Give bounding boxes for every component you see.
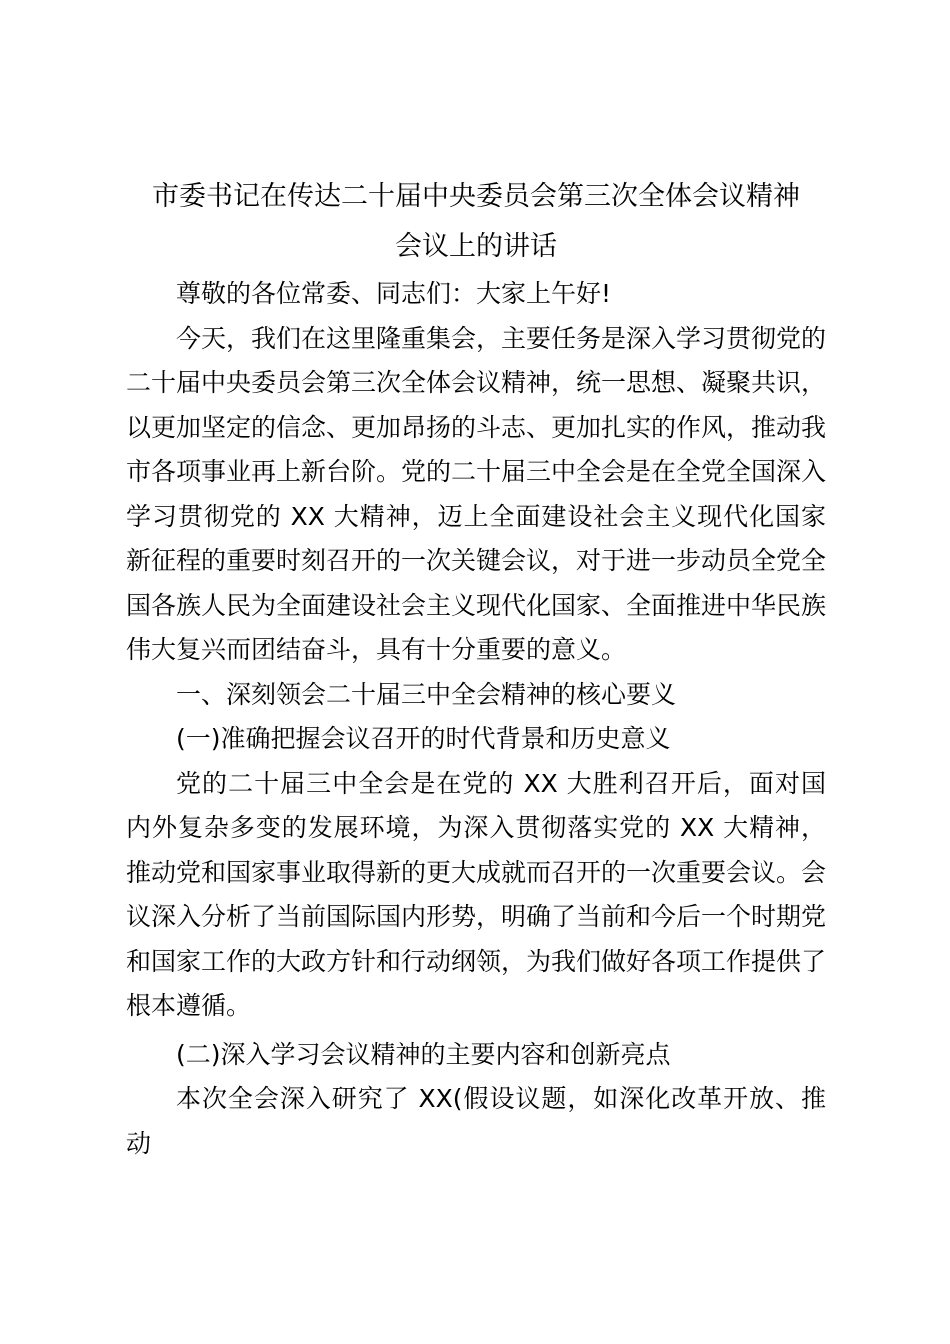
subsection-heading-1: (一)准确把握会议召开的时代背景和历史意义	[176, 724, 671, 753]
paragraph-background: 党的二十届三中全会是在党的 XX 大胜利召开后，面对国内外复杂多变的发展环境，为深入贯彻落实党的 XX 大精神，推动党和国家事业取得新的更大成就而召开的一次重要会议。会议深入分析了当前国际国内形势，明确了当前和今后一个时期党和国家工作的大政方针和行动纲领，为我们做好各项工作提供了根本遵循。	[126, 768, 827, 1020]
title-line-2: 会议上的讲话	[395, 231, 557, 262]
document-title	[126, 172, 826, 272]
greeting: 尊敬的各位常委、同志们：大家上午好!	[176, 279, 612, 308]
title-line-1: 市委书记在传达二十届中央委员会第三次全体会议精神	[152, 181, 800, 212]
subsection-heading-2: (二)深入学习会议精神的主要内容和创新亮点	[176, 1039, 671, 1069]
section-heading-1: 一、深刻领会二十届三中全会精神的核心要义	[176, 679, 677, 709]
document-body	[126, 172, 826, 1166]
paragraph-intro: 今天，我们在这里隆重集会，主要任务是深入学习贯彻党的二十届中央委员会第三次全体会议精神，统一思想、凝聚共识，以更加坚定的信念、更加昂扬的斗志、更加扎实的作风，推动我市各项事业再上新台阶。党的二十届三中全会是在全党全国深入学习贯彻党的 XX 大精神，迈上全面建设社会主义现代化国家新征程的重要时刻召开的一次关键会议，对于进一步动员全党全国各族人民为全面建设社会主义现代化国家、全面推进中华民族伟大复兴而团结奋斗，具有十分重要的意义。	[126, 323, 827, 664]
paragraph-content: 本次全会深入研究了 XX(假设议题，如深化改革开放、推动	[126, 1084, 826, 1158]
